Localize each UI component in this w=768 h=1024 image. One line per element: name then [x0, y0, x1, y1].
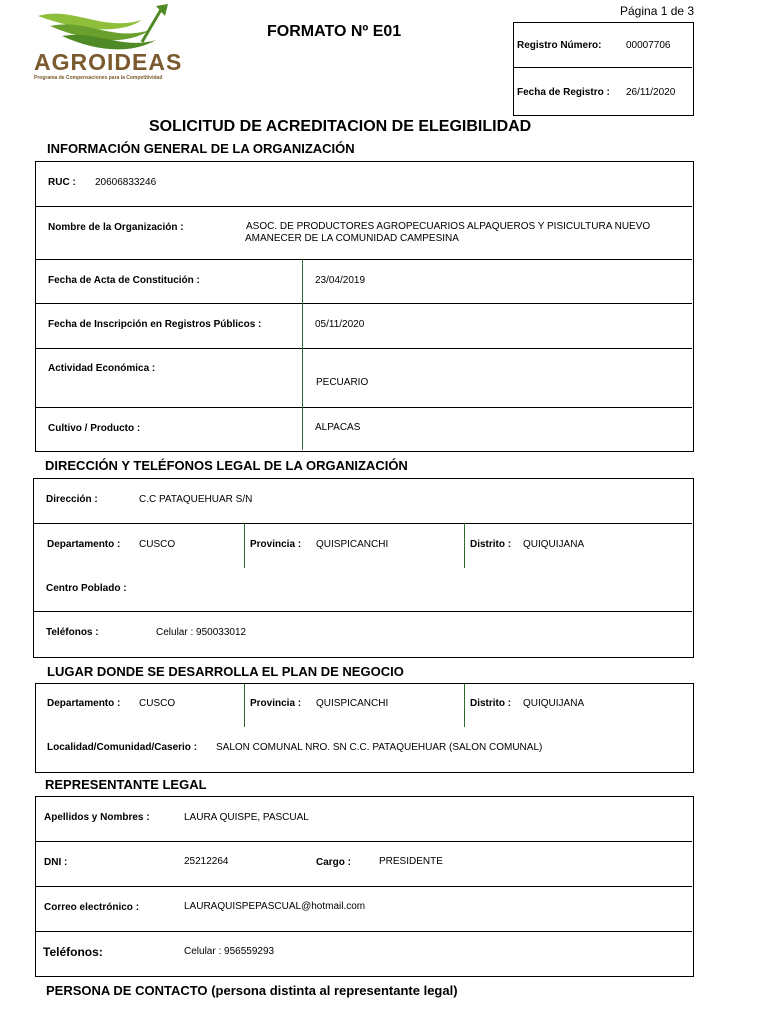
- lugar-departamento-value: CUSCO: [139, 698, 176, 709]
- format-title: FORMATO Nº E01: [267, 23, 402, 40]
- provincia-value: QUISPICANCHI: [316, 539, 389, 550]
- fecha-inscripcion-label: Fecha de Inscripción en Registros Públicos :: [48, 319, 262, 330]
- lugar-box: [35, 683, 694, 773]
- direccion-box: [33, 478, 694, 658]
- fecha-inscripcion-value: 05/11/2020: [315, 319, 365, 330]
- ruc-value: 20606833246: [95, 177, 157, 188]
- lugar-distrito-label: Distrito :: [470, 698, 512, 709]
- nombre-organizacion-label: Nombre de la Organización :: [48, 222, 184, 233]
- page-indicator: Página 1 de 3: [620, 4, 695, 18]
- section-heading-contacto: [46, 983, 458, 998]
- lugar-departamento-label: Departamento :: [47, 698, 121, 709]
- cargo-label: Cargo :: [316, 857, 351, 868]
- departamento-label: Departamento :: [47, 539, 121, 550]
- logo-wordmark: AGROIDEAS: [34, 49, 183, 75]
- lugar-provincia-label: Provincia :: [250, 698, 302, 709]
- representante-box: [35, 796, 694, 977]
- agroideas-logo: [32, 2, 183, 84]
- nombre-organizacion-value-line1: ASOC. DE PRODUCTORES AGROPECUARIOS ALPAQUEROS Y PISICULTURA NUEVO: [246, 221, 651, 232]
- info-general-box: [35, 161, 694, 452]
- ruc-label: RUC :: [48, 177, 76, 188]
- centro-poblado-label: Centro Poblado :: [46, 583, 127, 594]
- lugar-provincia-value: QUISPICANCHI: [316, 698, 389, 709]
- localidad-value: SALON COMUNAL NRO. SN C.C. PATAQUEHUAR (SALON COMUNAL): [216, 742, 543, 753]
- section-heading-lugar: LUGAR DONDE SE DESARROLLA EL PLAN DE NEGOCIO: [47, 664, 404, 679]
- main-title: SOLICITUD DE ACREDITACION DE ELEGIBILIDAD: [149, 118, 532, 135]
- dni-value: 25212264: [184, 856, 229, 867]
- telefonos-label: Teléfonos :: [46, 627, 99, 638]
- fecha-registro-value: 26/11/2020: [626, 87, 676, 98]
- cargo-value: PRESIDENTE: [379, 856, 443, 867]
- correo-label: Correo electrónico :: [44, 902, 140, 913]
- nombre-organizacion-value-line2: AMANECER DE LA COMUNIDAD CAMPESINA: [245, 233, 459, 244]
- actividad-economica-value: PECUARIO: [316, 377, 369, 388]
- representante-telefonos-value: Celular : 956559293: [184, 946, 275, 957]
- cultivo-producto-label: Cultivo / Producto :: [48, 423, 141, 434]
- apellidos-nombres-label: Apellidos y Nombres :: [44, 812, 150, 823]
- distrito-value: QUIQUIJANA: [523, 539, 585, 550]
- section-heading-representante: REPRESENTANTE LEGAL: [45, 777, 207, 792]
- direccion-value: C.C PATAQUEHUAR S/N: [139, 494, 253, 505]
- provincia-label: Provincia :: [250, 539, 302, 550]
- fecha-acta-value: 23/04/2019: [315, 275, 366, 286]
- distrito-label: Distrito :: [470, 539, 512, 550]
- departamento-value: CUSCO: [139, 539, 176, 550]
- telefonos-value: Celular : 950033012: [156, 627, 247, 638]
- logo-tagline: Programa de Compensaciones para la Competitividad: [34, 75, 163, 81]
- correo-value: LAURAQUISPEPASCUAL@hotmail.com: [184, 901, 366, 912]
- fecha-acta-label: Fecha de Acta de Constitución :: [48, 275, 200, 286]
- section-heading-direccion: DIRECCIÓN Y TELÉFONOS LEGAL DE LA ORGANIZACIÓN: [45, 458, 408, 473]
- cultivo-producto-value: ALPACAS: [315, 422, 361, 433]
- logo-leaf-icon: [32, 2, 174, 52]
- apellidos-nombres-value: LAURA QUISPE, PASCUAL: [184, 812, 309, 823]
- registro-numero-label: Registro Número:: [517, 40, 602, 51]
- localidad-label: Localidad/Comunidad/Caserio :: [47, 742, 198, 753]
- registro-box: [513, 22, 694, 116]
- section-heading-info-general: INFORMACIÓN GENERAL DE LA ORGANIZACIÓN: [47, 141, 355, 156]
- fecha-registro-label: Fecha de Registro :: [517, 87, 610, 98]
- dni-label: DNI :: [44, 857, 68, 868]
- actividad-economica-label: Actividad Económica :: [48, 363, 156, 374]
- direccion-label: Dirección :: [46, 494, 98, 505]
- registro-numero-value: 00007706: [626, 40, 671, 51]
- representante-telefonos-label: Teléfonos:: [43, 945, 103, 959]
- contacto-heading: PERSONA DE CONTACTO: [46, 983, 208, 998]
- lugar-distrito-value: QUIQUIJANA: [523, 698, 585, 709]
- contacto-heading-note: (persona distinta al representante legal): [211, 983, 458, 998]
